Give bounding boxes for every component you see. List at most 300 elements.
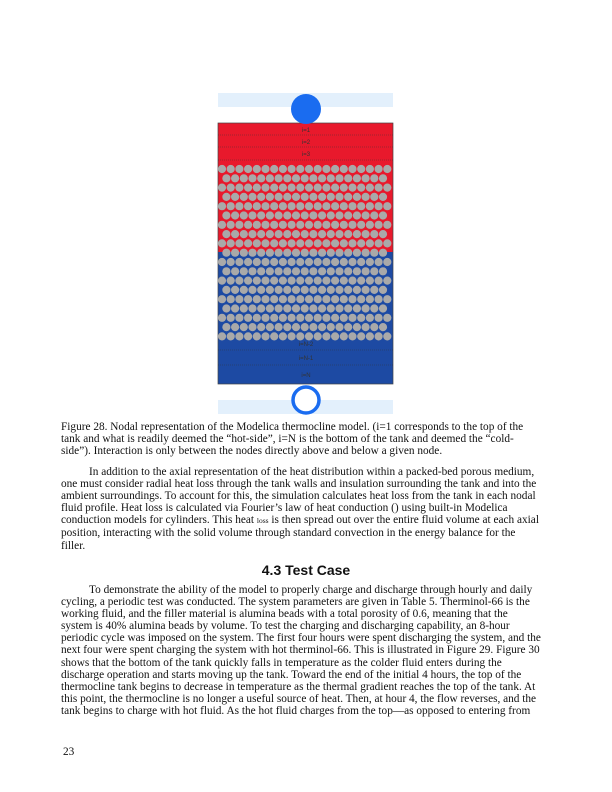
filler-bead [283, 304, 291, 312]
filler-bead [296, 277, 304, 285]
filler-bead [235, 239, 243, 247]
filler-bead [370, 193, 378, 201]
filler-bead [348, 258, 356, 266]
filler-bead [222, 174, 230, 182]
filler-bead [362, 174, 370, 182]
filler-bead [235, 165, 243, 173]
filler-bead [370, 230, 378, 238]
filler-bead [253, 314, 261, 322]
filler-bead [383, 277, 391, 285]
filler-bead [222, 304, 230, 312]
filler-bead [318, 230, 326, 238]
filler-bead [257, 286, 265, 294]
filler-bead [366, 277, 374, 285]
filler-bead [357, 221, 365, 229]
filler-bead [275, 193, 283, 201]
filler-bead [357, 277, 365, 285]
filler-bead [305, 184, 313, 192]
filler-bead [248, 304, 256, 312]
filler-bead [283, 174, 291, 182]
filler-bead [292, 174, 300, 182]
filler-bead [222, 286, 230, 294]
filler-bead [301, 323, 309, 331]
filler-bead [314, 239, 322, 247]
filler-bead [344, 304, 352, 312]
filler-bead [275, 211, 283, 219]
filler-bead [335, 230, 343, 238]
filler-bead [335, 267, 343, 275]
filler-bead [279, 221, 287, 229]
filler-bead [275, 267, 283, 275]
filler-bead [309, 323, 317, 331]
filler-bead [253, 221, 261, 229]
filler-bead [318, 267, 326, 275]
text: is then spread out over the entire fluid volume at each axial [268, 514, 539, 527]
filler-bead [379, 174, 387, 182]
filler-bead [279, 165, 287, 173]
filler-bead [288, 239, 296, 247]
filler-bead [231, 193, 239, 201]
filler-bead [270, 277, 278, 285]
filler-bead [261, 258, 269, 266]
filler-bead [218, 332, 226, 340]
filler-bead [331, 277, 339, 285]
filler-bead [288, 258, 296, 266]
filler-bead [348, 165, 356, 173]
filler-bead [244, 332, 252, 340]
filler-bead [270, 239, 278, 247]
filler-bead [288, 332, 296, 340]
filler-bead [244, 295, 252, 303]
filler-bead [322, 202, 330, 210]
paragraph-line: next four were spent charging the system with hot therminol-66. This is illustrated in Figure 29. Figure 30 [61, 644, 540, 657]
filler-bead [348, 314, 356, 322]
filler-bead [283, 267, 291, 275]
filler-bead [353, 304, 361, 312]
filler-bead [375, 332, 383, 340]
filler-bead [253, 202, 261, 210]
filler-bead [344, 211, 352, 219]
paragraph-line: ambient surroundings. To account for this, the simulation calculates heat loss from the tank in each nodal [61, 490, 536, 503]
paragraph-line: In addition to the axial representation of the heat distribution within a packed-bed porous medium, [89, 466, 535, 478]
node-label-n: i=N [301, 373, 311, 379]
filler-bead [318, 174, 326, 182]
filler-bead [335, 211, 343, 219]
filler-bead [370, 249, 378, 257]
filler-bead [270, 332, 278, 340]
filler-bead [348, 221, 356, 229]
filler-bead [222, 193, 230, 201]
filler-bead [279, 239, 287, 247]
filler-bead [283, 323, 291, 331]
filler-bead [309, 267, 317, 275]
filler-bead [383, 295, 391, 303]
filler-bead [270, 295, 278, 303]
cold-port-circle [293, 387, 319, 413]
filler-bead [322, 184, 330, 192]
filler-bead [305, 332, 313, 340]
filler-bead [318, 249, 326, 257]
filler-bead [244, 314, 252, 322]
filler-bead [244, 202, 252, 210]
filler-bead [235, 202, 243, 210]
filler-bead [261, 165, 269, 173]
filler-bead [257, 304, 265, 312]
paragraph-line: fluid profile. Heat loss is calculated via Fourier’s law of heat conduction () using built-in Modelica [61, 502, 508, 515]
filler-bead [292, 323, 300, 331]
filler-bead [340, 295, 348, 303]
filler-bead [375, 314, 383, 322]
filler-bead [231, 230, 239, 238]
filler-bead [344, 230, 352, 238]
filler-bead [340, 165, 348, 173]
filler-bead [340, 184, 348, 192]
filler-bead [270, 165, 278, 173]
filler-bead [292, 230, 300, 238]
filler-bead [218, 221, 226, 229]
filler-bead [379, 249, 387, 257]
node-label-1: i=1 [301, 128, 311, 134]
filler-bead [222, 211, 230, 219]
filler-bead [383, 332, 391, 340]
filler-bead [261, 295, 269, 303]
filler-bead [261, 221, 269, 229]
filler-bead [331, 221, 339, 229]
filler-bead [266, 323, 274, 331]
filler-bead [261, 332, 269, 340]
filler-bead [318, 304, 326, 312]
filler-bead [370, 286, 378, 294]
filler-bead [301, 249, 309, 257]
filler-bead [275, 304, 283, 312]
filler-bead [231, 249, 239, 257]
filler-bead [322, 314, 330, 322]
node-label-n-1: i=N-1 [298, 356, 314, 362]
filler-bead [231, 267, 239, 275]
filler-bead [357, 295, 365, 303]
filler-bead [296, 184, 304, 192]
node-label-2: i=2 [301, 140, 311, 146]
filler-bead [314, 202, 322, 210]
filler-bead [314, 332, 322, 340]
filler-bead [305, 277, 313, 285]
filler-bead [301, 267, 309, 275]
filler-bead [379, 211, 387, 219]
filler-bead [327, 304, 335, 312]
filler-bead [383, 221, 391, 229]
filler-bead [331, 239, 339, 247]
filler-bead [257, 249, 265, 257]
filler-bead [218, 165, 226, 173]
filler-bead [235, 221, 243, 229]
filler-bead [279, 277, 287, 285]
filler-bead [357, 314, 365, 322]
hot-port-circle [291, 94, 321, 124]
filler-bead [266, 304, 274, 312]
filler-bead [318, 211, 326, 219]
filler-bead [348, 295, 356, 303]
filler-bead [309, 193, 317, 201]
filler-bead [283, 193, 291, 201]
filler-bead [362, 193, 370, 201]
filler-bead [218, 184, 226, 192]
paragraph-line: one must consider radial heat loss through the tank walls and insulation surrounding the tank and into the [61, 478, 537, 491]
paragraph-line: system is 40% alumina beads by volume. To test the charging and discharging capability, an 8-hour [61, 620, 510, 633]
filler-bead [235, 332, 243, 340]
filler-bead [231, 304, 239, 312]
paragraph-line: this point, the thermocline is no longer a useful source of heat. Then, at hour 4, the flow reverses, and the [61, 692, 537, 705]
filler-bead [357, 202, 365, 210]
filler-bead [222, 323, 230, 331]
filler-bead [331, 184, 339, 192]
filler-bead [327, 249, 335, 257]
filler-bead [257, 174, 265, 182]
filler-bead [275, 230, 283, 238]
filler-bead [331, 165, 339, 173]
paragraph-heat-loss [61, 466, 556, 552]
filler-bead [335, 304, 343, 312]
filler-bead [362, 230, 370, 238]
caption-line: Figure 28. Nodal representation of the Modelica thermocline model. (i=1 corresponds to the top of the [61, 421, 524, 433]
filler-bead [244, 258, 252, 266]
filler-bead [275, 174, 283, 182]
filler-bead [227, 258, 235, 266]
filler-bead [322, 239, 330, 247]
filler-bead [244, 165, 252, 173]
filler-bead [301, 286, 309, 294]
subscript-loss: loss [256, 516, 269, 526]
filler-bead [353, 286, 361, 294]
filler-bead [353, 267, 361, 275]
filler-bead [366, 295, 374, 303]
filler-bead [257, 193, 265, 201]
filler-bead [296, 258, 304, 266]
filler-bead [266, 193, 274, 201]
filler-bead [305, 258, 313, 266]
filler-bead [318, 193, 326, 201]
filler-bead [322, 277, 330, 285]
filler-bead [335, 249, 343, 257]
filler-bead [240, 304, 248, 312]
filler-bead [331, 314, 339, 322]
filler-bead [253, 258, 261, 266]
filler-bead [309, 286, 317, 294]
filler-bead [240, 230, 248, 238]
filler-bead [375, 277, 383, 285]
paragraph-line: position, interacting with the solid volume through standard convection in the energy balance for the [61, 527, 516, 540]
filler-bead [222, 249, 230, 257]
filler-bead [248, 230, 256, 238]
figure-caption [61, 421, 556, 457]
filler-bead [301, 304, 309, 312]
filler-bead [357, 184, 365, 192]
filler-bead [340, 332, 348, 340]
filler-bead [375, 221, 383, 229]
filler-bead [305, 165, 313, 173]
filler-bead [279, 314, 287, 322]
filler-bead [296, 314, 304, 322]
filler-bead [314, 221, 322, 229]
filler-bead [370, 304, 378, 312]
filler-bead [288, 277, 296, 285]
filler-bead [362, 211, 370, 219]
filler-bead [248, 193, 256, 201]
filler-bead [362, 323, 370, 331]
filler-bead [309, 230, 317, 238]
filler-bead [348, 332, 356, 340]
filler-bead [331, 202, 339, 210]
filler-bead [275, 286, 283, 294]
filler-bead [296, 202, 304, 210]
filler-bead [244, 239, 252, 247]
filler-bead [362, 304, 370, 312]
filler-bead [309, 304, 317, 312]
filler-bead [366, 221, 374, 229]
filler-bead [375, 258, 383, 266]
filler-bead [270, 184, 278, 192]
filler-bead [348, 239, 356, 247]
filler-bead [227, 277, 235, 285]
filler-bead [270, 258, 278, 266]
filler-bead [227, 314, 235, 322]
caption-line: side”). Interaction is only between the nodes directly above and below a given node. [61, 445, 443, 458]
filler-bead [335, 323, 343, 331]
filler-bead [340, 239, 348, 247]
filler-bead [314, 165, 322, 173]
filler-bead [301, 211, 309, 219]
filler-bead [383, 314, 391, 322]
filler-bead [231, 286, 239, 294]
filler-bead [322, 258, 330, 266]
paragraph-line: working fluid, and the filler material is alumina beads with a total porosity of 0.6, meaning that the [61, 608, 508, 621]
filler-bead [253, 165, 261, 173]
filler-bead [383, 258, 391, 266]
filler-bead [309, 211, 317, 219]
paragraph-line: discharge operation and starts moving up the tank. Toward the end of the initial 4 hours, the top of the [61, 668, 522, 681]
filler-bead [340, 202, 348, 210]
filler-bead [331, 258, 339, 266]
paragraph-line: periodic cycle was imposed on the system. The first four hours were spent discharging the system, and the [61, 632, 541, 645]
filler-bead [353, 230, 361, 238]
filler-bead [288, 221, 296, 229]
paragraph-line [61, 514, 556, 527]
filler-bead [370, 174, 378, 182]
filler-bead [305, 221, 313, 229]
filler-bead [357, 258, 365, 266]
paragraph-line: cycling, a periodic test was conducted. The system parameters are given in Table 5. Therminol-66 is the [61, 596, 530, 609]
filler-bead [292, 304, 300, 312]
filler-bead [318, 286, 326, 294]
filler-bead [292, 193, 300, 201]
filler-bead [362, 249, 370, 257]
filler-bead [270, 221, 278, 229]
filler-bead [344, 286, 352, 294]
filler-bead [222, 267, 230, 275]
filler-bead [353, 323, 361, 331]
filler-bead [301, 174, 309, 182]
filler-bead [279, 184, 287, 192]
paragraph-test-case [61, 584, 556, 717]
filler-bead [335, 193, 343, 201]
filler-bead [231, 211, 239, 219]
filler-bead [379, 267, 387, 275]
filler-bead [240, 193, 248, 201]
filler-bead [366, 314, 374, 322]
filler-bead [283, 230, 291, 238]
filler-bead [288, 184, 296, 192]
filler-bead [344, 174, 352, 182]
filler-bead [266, 249, 274, 257]
filler-bead [296, 239, 304, 247]
filler-bead [279, 258, 287, 266]
page-number: 23 [63, 746, 75, 758]
filler-bead [340, 221, 348, 229]
filler-bead [240, 267, 248, 275]
filler-bead [248, 323, 256, 331]
filler-bead [231, 323, 239, 331]
filler-bead [257, 230, 265, 238]
filler-bead [340, 258, 348, 266]
filler-bead [322, 295, 330, 303]
filler-bead [266, 267, 274, 275]
filler-bead [266, 286, 274, 294]
filler-bead [292, 267, 300, 275]
filler-bead [261, 239, 269, 247]
filler-bead [362, 286, 370, 294]
filler-bead [253, 295, 261, 303]
filler-bead [357, 165, 365, 173]
filler-bead [340, 314, 348, 322]
filler-bead [331, 332, 339, 340]
filler-bead [375, 295, 383, 303]
filler-bead [253, 332, 261, 340]
filler-bead [340, 277, 348, 285]
filler-bead [235, 314, 243, 322]
filler-bead [353, 211, 361, 219]
paragraph-line: filler. [61, 539, 86, 552]
filler-bead [309, 174, 317, 182]
filler-bead [240, 286, 248, 294]
filler-bead [227, 221, 235, 229]
filler-bead [257, 323, 265, 331]
filler-bead [379, 193, 387, 201]
filler-bead [348, 184, 356, 192]
paragraph-line: thermocline tank begins to decrease in temperature as the thermal gradient reaches the top of the tank. At [61, 680, 536, 693]
filler-bead [240, 211, 248, 219]
filler-bead [353, 249, 361, 257]
filler-bead [218, 202, 226, 210]
filler-bead [305, 239, 313, 247]
node-label-n-2: i=N-2 [298, 342, 314, 348]
filler-bead [383, 239, 391, 247]
filler-bead [296, 295, 304, 303]
paragraph-line: shows that the bottom of the tank quickly falls in temperature as the colder fluid enters during the [61, 656, 502, 669]
filler-bead [327, 267, 335, 275]
filler-bead [235, 184, 243, 192]
filler-bead [261, 202, 269, 210]
section-heading: 4.3 Test Case [261, 562, 351, 578]
filler-bead [353, 193, 361, 201]
filler-bead [314, 277, 322, 285]
filler-bead [218, 277, 226, 285]
filler-bead [362, 267, 370, 275]
filler-bead [327, 211, 335, 219]
filler-bead [301, 230, 309, 238]
filler-bead [314, 314, 322, 322]
filler-bead [318, 323, 326, 331]
filler-bead [283, 249, 291, 257]
filler-bead [327, 323, 335, 331]
